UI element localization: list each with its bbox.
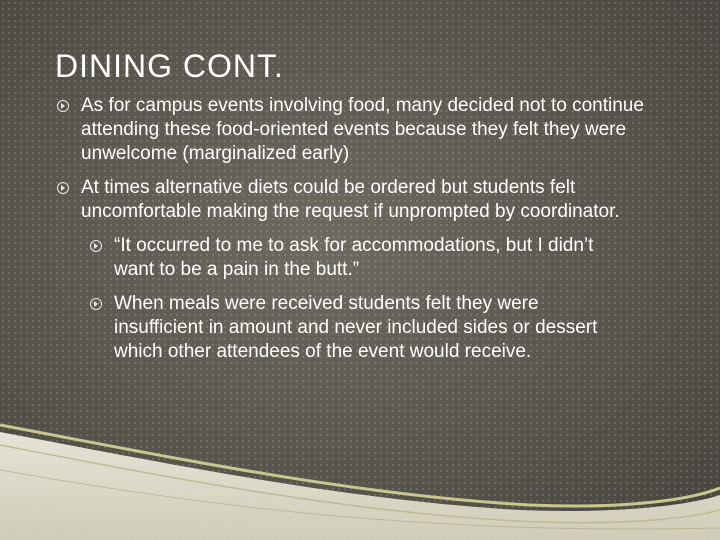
slide-title: DINING CONT.: [55, 48, 284, 84]
sub-bullet-item: [88, 292, 614, 364]
bullet-item: [55, 94, 675, 166]
bullet-text: As for campus events involving food, many decided not to continue attending these food-oriented events because they felt they were unwelcome (marginalized early): [81, 95, 644, 164]
circled-arrow-icon: [90, 240, 102, 252]
circled-arrow-icon: [57, 182, 69, 194]
sub-bullet-item: [88, 234, 614, 282]
circled-arrow-icon: [90, 298, 102, 310]
bullet-item: [55, 176, 675, 224]
bullet-text: At times alternative diets could be ordered but students felt uncomfortable making the request if unprompted by coordinator.: [81, 177, 620, 222]
bullet-text: “It occurred to me to ask for accommodations, but I didn’t want to be a pain in the butt.”: [114, 235, 594, 280]
bullet-list: [55, 94, 675, 374]
circled-arrow-icon: [57, 100, 69, 112]
bullet-text: When meals were received students felt they were insufficient in amount and never included sides or dessert which other attendees of the event would receive.: [114, 293, 598, 362]
